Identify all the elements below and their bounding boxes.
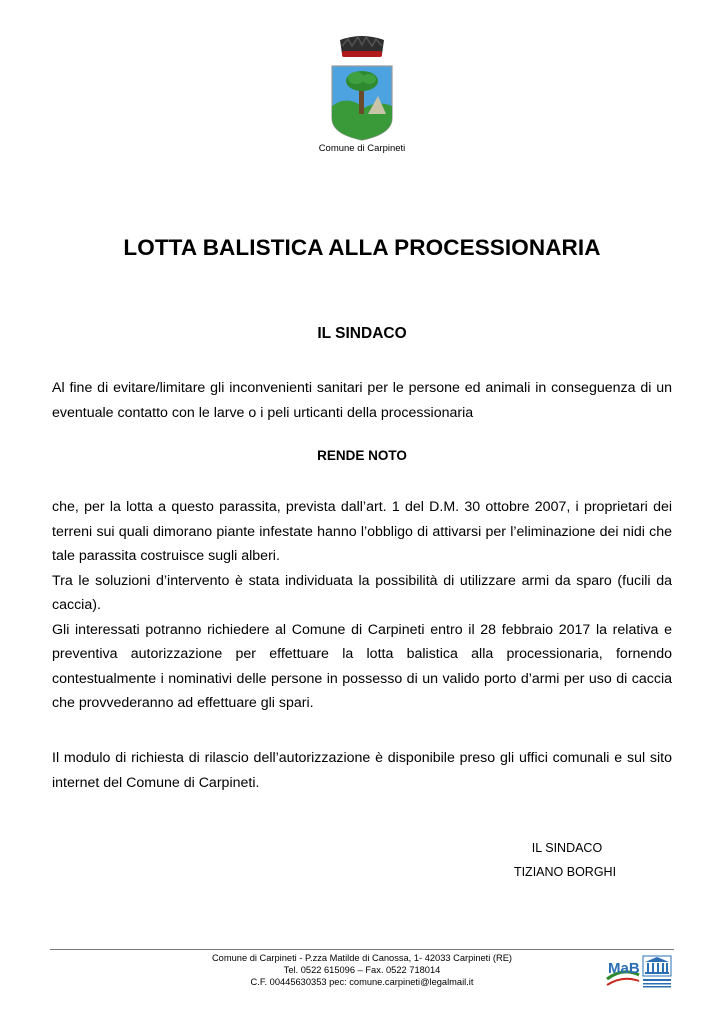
coat-of-arms-icon xyxy=(328,34,396,142)
closing-section xyxy=(52,746,672,795)
issuing-authority: IL SINDACO xyxy=(317,325,407,342)
footer-contact xyxy=(150,952,574,988)
document-title: LOTTA BALISTICA ALLA PROCESSIONARIA xyxy=(123,235,601,260)
signature-title: IL SINDACO xyxy=(531,841,603,855)
footer-address: Comune di Carpineti - P.zza Matilde di Canossa, 1- 42033 Carpineti (RE) xyxy=(211,953,513,963)
mab-unesco-logo-icon xyxy=(605,953,673,991)
footer-phone: Tel. 0522 615096 – Fax. 0522 718014 xyxy=(283,965,441,975)
municipality-label: Comune di Carpineti xyxy=(318,143,406,154)
body-paragraph: Gli interessati potranno richiedere al Comune di Carpineti entro il 28 febbraio 2017 la relativa e preventiva autorizzazione per effettuare la lotta balistica alla processionaria, fornendo contestualmente i nominativi delle persone in possesso di un valido porto d’armi per uso di caccia che provvederanno ad effettuare gli spari. xyxy=(52,621,672,711)
signature-name: TIZIANO BORGHI xyxy=(513,865,617,879)
intro-paragraph: Al fine di evitare/limitare gli inconvenienti sanitari per le persone ed animali in conseguenza di un eventuale contatto con le larve o i peli urticanti della processionaria xyxy=(52,380,672,421)
mab-logo-text: MaB xyxy=(608,960,640,977)
body-paragraph: Tra le soluzioni d’intervento è stata individuata la possibilità di utilizzare armi da sparo (fucili da caccia). xyxy=(52,572,672,613)
footer-tax-pec: C.F. 00445630353 pec: comune.carpineti@legalmail.it xyxy=(250,977,474,987)
body-paragraph: che, per la lotta a questo parassita, prevista dall’art. 1 del D.M. 30 ottobre 2007, i proprietari dei terreni sui quali dimorano piante infestate hanno l’obbligo di attivarsi per l’eliminazione dei nidi che tale parassita costruisce sugli alberi. xyxy=(52,499,672,564)
footer-divider xyxy=(50,949,674,950)
closing-paragraph: Il modulo di richiesta di rilascio dell’autorizzazione è disponibile preso gli uffici comunali e sul sito internet del Comune di Carpineti. xyxy=(52,750,672,791)
body-section xyxy=(52,495,672,716)
announcement-heading: RENDE NOTO xyxy=(317,448,407,463)
